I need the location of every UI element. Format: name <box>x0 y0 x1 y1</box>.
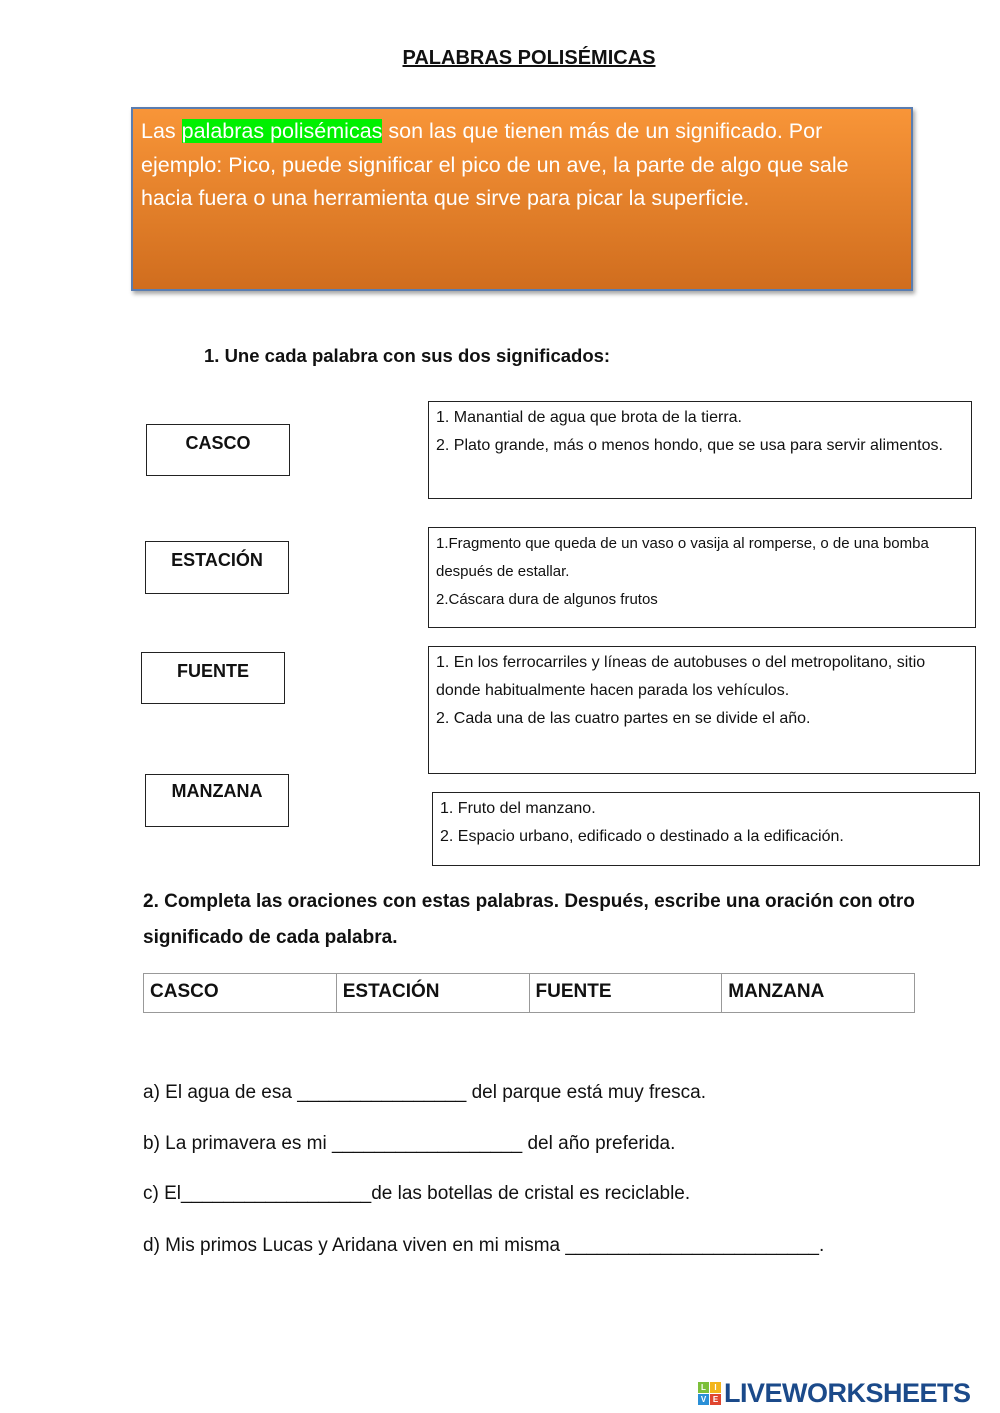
definition-box[interactable] <box>428 401 972 499</box>
definition-box[interactable] <box>428 646 976 774</box>
intro-box <box>131 107 913 291</box>
definition-line: 2.Cáscara dura de algunos frutos <box>436 591 658 608</box>
word-box-fuente[interactable]: FUENTE <box>141 652 285 704</box>
logo-letter: V <box>698 1394 709 1405</box>
definition-line: 1.Fragmento que queda de un vaso o vasija al romperse, o de una bomba después de estallar. <box>436 535 929 580</box>
definition-line: 2. Espacio urbano, edificado o destinado a la edificación. <box>440 828 844 845</box>
definition-line: 2. Cada una de las cuatro partes en se divide el año. <box>436 710 811 727</box>
liveworksheets-logo <box>698 1378 971 1409</box>
logo-letter: I <box>710 1382 721 1393</box>
sentence-c[interactable]: c) El__________________de las botellas de cristal es reciclable. <box>143 1183 691 1204</box>
intro-text-rest: son las que tienen más de un significado. Por ejemplo: Pico, puede significar el pico de un ave, la parte de algo que sale hacia fuera o una herramienta que sirve para picar la superficie. <box>141 119 849 210</box>
word-bank-cell: FUENTE <box>530 974 723 1012</box>
logo-text: LIVEWORKSHEETS <box>724 1378 971 1408</box>
word-box-estacion[interactable]: ESTACIÓN <box>145 541 289 594</box>
definition-line: 1. Fruto del manzano. <box>440 800 596 817</box>
logo-letter: E <box>710 1394 721 1405</box>
page-title: PALABRAS POLISÉMICAS <box>402 47 656 69</box>
sentence-b[interactable]: b) La primavera es mi __________________ del año preferida. <box>143 1133 676 1154</box>
question-2: 2. Completa las oraciones con estas palabras. Después, escribe una oración con otro significado de cada palabra. <box>143 891 915 948</box>
sentence-a[interactable]: a) El agua de esa ________________ del parque está muy fresca. <box>143 1082 707 1103</box>
word-bank-cell: CASCO <box>144 974 337 1012</box>
word-bank-cell: MANZANA <box>728 981 825 1002</box>
logo-letter: L <box>698 1382 709 1393</box>
definition-line: 2. Plato grande, más o menos hondo, que se usa para servir alimentos. <box>436 437 943 454</box>
word-bank-table <box>143 973 915 1013</box>
logo-icon <box>698 1382 721 1405</box>
definition-line: 1. Manantial de agua que brota de la tierra. <box>436 409 742 426</box>
question-1: 1. Une cada palabra con sus dos significados: <box>204 345 611 366</box>
word-bank-cell: ESTACIÓN <box>337 974 530 1012</box>
definition-box[interactable] <box>432 792 980 866</box>
definition-line: 1. En los ferrocarriles y líneas de autobuses o del metropolitano, sitio donde habitualmente hacen parada los vehículos. <box>436 654 926 699</box>
intro-text: Las <box>141 119 182 143</box>
highlighted-term: palabras polisémicas <box>181 119 383 143</box>
sentence-d[interactable]: d) Mis primos Lucas y Aridana viven en mi misma ________________________. <box>143 1235 825 1256</box>
definition-box[interactable] <box>428 527 976 628</box>
word-box-manzana[interactable]: MANZANA <box>145 774 289 827</box>
word-box-casco[interactable]: CASCO <box>146 424 290 476</box>
